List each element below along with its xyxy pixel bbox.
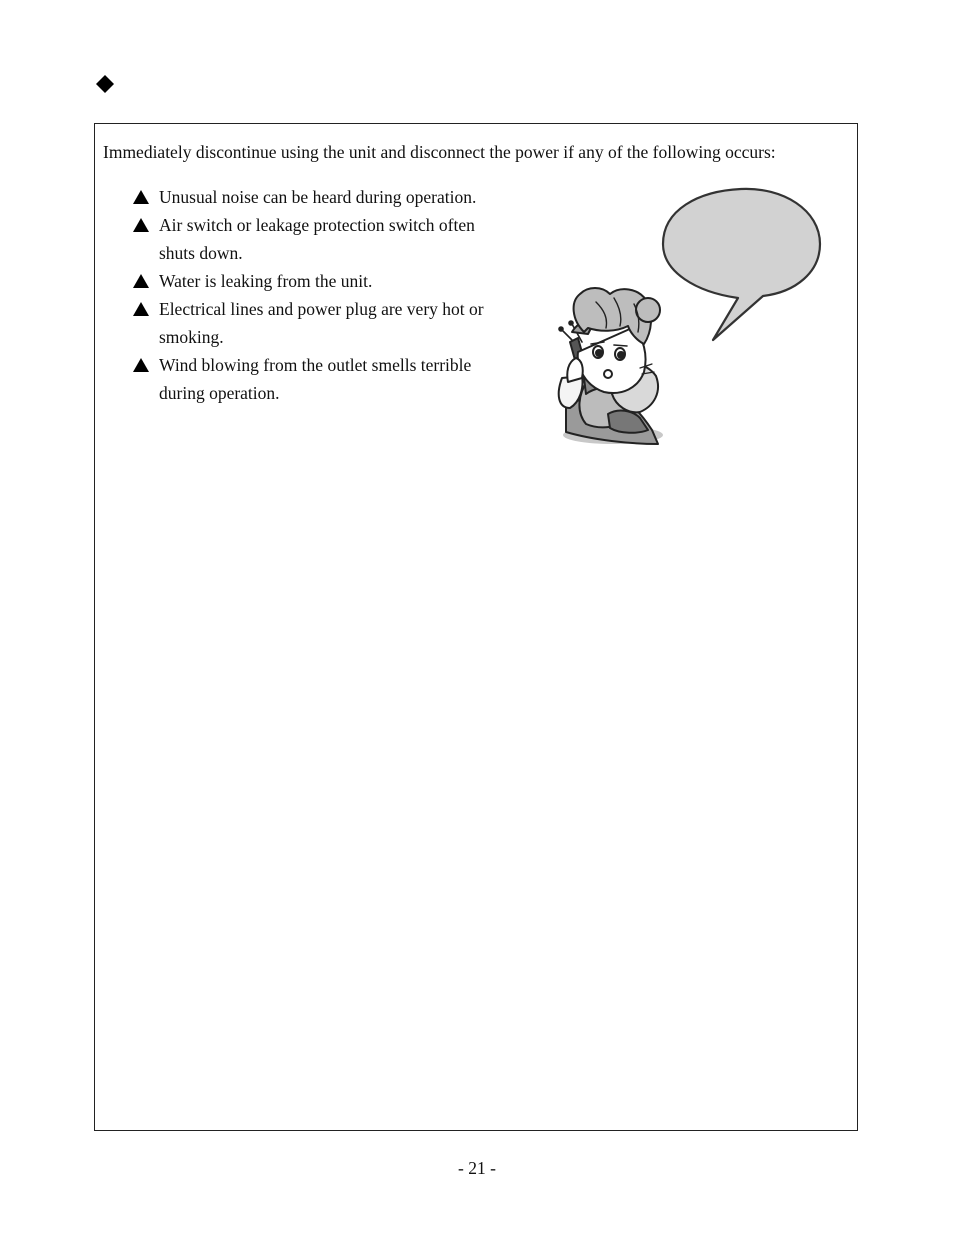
list-item: [132, 295, 512, 351]
list-item: [132, 183, 512, 211]
warning-triangle-icon: [133, 302, 149, 316]
diamond-icon: [95, 74, 115, 94]
list-item-text: Wind blowing from the outlet smells terrible during operation.: [159, 355, 472, 403]
list-item: [132, 267, 512, 295]
list-item-text: Air switch or leakage protection switch often shuts down.: [159, 215, 475, 263]
list-item-text: Unusual noise can be heard during operation.: [159, 187, 477, 207]
list-item: [132, 211, 512, 267]
warning-triangle-icon: [133, 218, 149, 232]
woman-phoning-illustration: [548, 182, 828, 452]
intro-text: Immediately discontinue using the unit and disconnect the power if any of the following occurs:: [103, 142, 776, 162]
warning-triangle-icon: [133, 274, 149, 288]
list-item-text: Water is leaking from the unit.: [159, 271, 373, 291]
warning-triangle-icon: [133, 358, 149, 372]
warning-triangle-icon: [133, 190, 149, 204]
woman-figure: [559, 288, 663, 444]
warning-list: [132, 183, 512, 407]
page-number: - 21 -: [458, 1158, 496, 1178]
speech-bubble: [663, 189, 820, 340]
list-item-text: Electrical lines and power plug are very hot or smoking.: [159, 299, 484, 347]
list-item: [132, 351, 512, 407]
